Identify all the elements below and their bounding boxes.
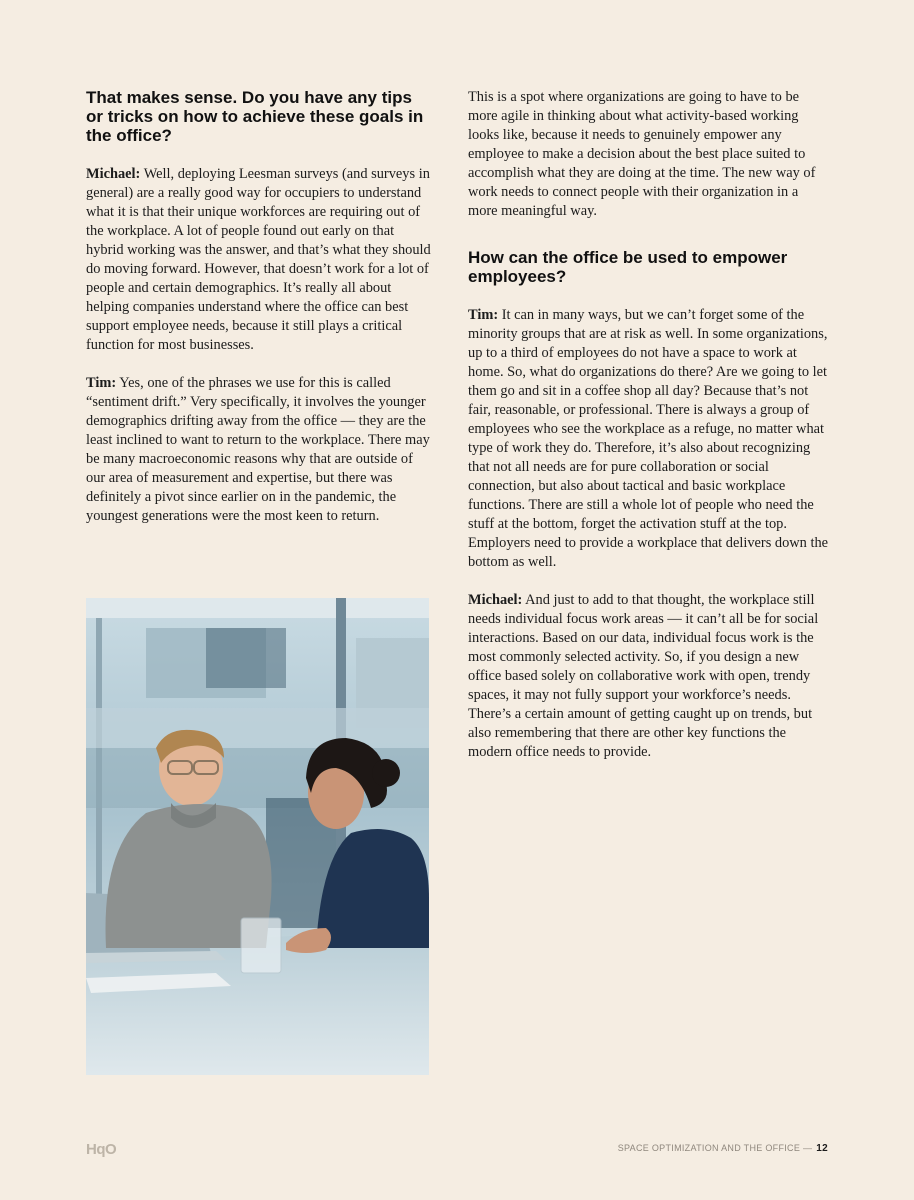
section-heading: That makes sense. Do you have any tips or tricks on how to achieve these goals in the office?	[86, 88, 424, 145]
page-number: 12	[816, 1143, 828, 1154]
right-column	[468, 88, 830, 781]
speaker-name: Tim:	[468, 307, 499, 323]
left-column	[86, 88, 431, 545]
paragraph	[86, 374, 431, 526]
paragraph	[86, 165, 431, 355]
paragraph-text: It can in many ways, but we can’t forget some of the minority groups that are at risk as well. In some organizations, up to a third of employees do not have a space to work at home. So, what do organizations do there? Are we going to let them go and sit in a coffee shop all day? Because that’s not fair, reasonable, or professional. There is always a group of employees who see the workplace as a refuge, no matter what type of work they do. Therefore, it’s also about recognizing that not all needs are for pure collaboration or social connection, but also about tactical and basic workplace functions. There are still a whole lot of people who need the stuff at the bottom, forget the activation stuff at the top. Employers need to provide a workplace that delivers down the bottom as well.	[468, 307, 829, 570]
paragraph-text: Well, deploying Leesman surveys (and surveys in general) are a really good way for occupiers to understand what it is that their unique workforces are requiring out of the workplace. A lot of people found out early on that hybrid working was the answer, and that’s what they should do moving forward. However, that doesn’t work for a lot of people and certain demographics. It’s really all about helping companies understand where the office can best support employee needs, because it still plays a critical function for most businesses.	[86, 166, 431, 353]
speaker-name: Tim:	[86, 375, 117, 391]
paragraph-text: And just to add to that thought, the workplace still needs individual focus work areas — it can’t all be for social interactions. Based on our data, individual focus work is the most commonly selected activity. So, if you design a new office based solely on collaborative work with open, trendy spaces, it may not fully support your workforce’s needs. There’s a certain amount of getting caught up on trends, but also remembering that there are other key functions the modern office needs to provide.	[468, 592, 819, 760]
paragraph	[468, 306, 830, 572]
paragraph	[468, 88, 830, 221]
page-footer	[618, 1143, 828, 1154]
section-heading: How can the office be used to empower employees?	[468, 248, 788, 286]
paragraph	[468, 591, 830, 762]
section-title: SPACE OPTIMIZATION AND THE OFFICE —	[617, 1143, 813, 1153]
speaker-name: Michael:	[468, 592, 523, 608]
speaker-name: Michael:	[86, 166, 141, 182]
paragraph-text: Yes, one of the phrases we use for this is called “sentiment drift.” Very specifically, it involves the younger demographics drifting away from the office — they are the least inclined to want to return to the workplace. There may be many macroeconomic reasons why that are outside of our area of measurement and expertise, but there was definitely a pivot since earlier on in the pandemic, the youngest generations were the most keen to return.	[86, 375, 430, 524]
brand-logo: HqO	[86, 1141, 117, 1158]
paragraph-text: This is a spot where organizations are going to have to be more agile in thinking about what activity-based working looks like, because it needs to genuinely empower any employee to make a decision about the best place suited to accomplish what they are doing at the time. The new way of work needs to connect people with their organization in a more meaningful way.	[468, 89, 816, 219]
office-photo	[86, 598, 429, 1075]
